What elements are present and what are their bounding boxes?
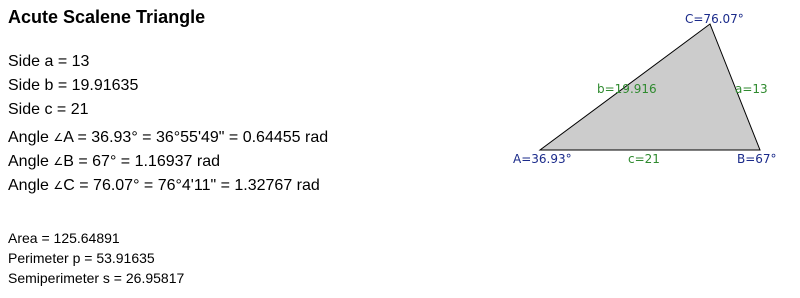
vertex-label-c: C=76.07°: [685, 12, 744, 26]
side-a-text: Side a = 13: [8, 53, 90, 70]
angle-b-value: B = 67° = 1.16937 rad: [63, 153, 220, 170]
side-label-a: a=13: [735, 82, 768, 96]
area-text: Area = 125.64891: [8, 230, 120, 246]
angle-c-value: C = 76.07° = 76°4'11" = 1.32767 rad: [63, 177, 320, 194]
side-label-c: c=21: [628, 152, 660, 166]
angle-sign-icon: ∠: [53, 132, 64, 144]
vertex-label-a: A=36.93°: [513, 152, 572, 166]
side-c-text: Side c = 21: [8, 101, 89, 118]
angle-a-value: A = 36.93° = 36°55'49" = 0.64455 rad: [63, 129, 329, 146]
perimeter-text: Perimeter p = 53.91635: [8, 250, 155, 266]
angle-c-prefix: Angle: [8, 177, 54, 194]
side-label-b: b=19.916: [597, 82, 657, 96]
page-title: Acute Scalene Triangle: [8, 7, 206, 27]
vertex-label-b: B=67°: [737, 152, 777, 166]
angle-sign-icon: ∠: [53, 180, 64, 192]
angle-b-prefix: Angle: [8, 153, 54, 170]
angle-sign-icon: ∠: [53, 156, 64, 168]
semiperimeter-text: Semiperimeter s = 26.95817: [8, 270, 185, 286]
angle-a-prefix: Angle: [8, 129, 54, 146]
side-b-text: Side b = 19.91635: [8, 77, 139, 94]
